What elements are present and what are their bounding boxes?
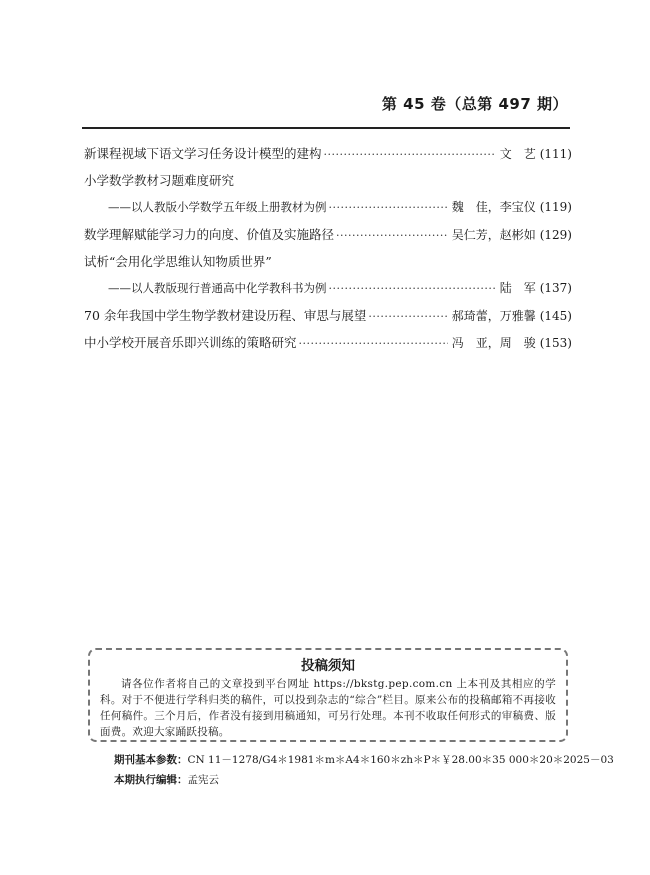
- submission-notice-box: [88, 648, 568, 742]
- toc-entry[interactable]: [84, 302, 572, 329]
- toc-author: 魏 佳，李宝仪: [451, 200, 536, 214]
- toc-subtitle: ——以人教版现行普通高中化学教科书为例: [108, 281, 327, 295]
- toc-author: 文 艺: [499, 147, 536, 161]
- table-of-contents: [84, 140, 572, 356]
- notice-body: 请各位作者将自己的文章投到平台网址 https://bkstg.pep.com.cn 上本刊及其相应的学科。对于不便进行学科归类的稿件，可以投到杂志的“综合”栏目。原来公布的投稿邮箱不再接收任何稿件。三个月后，作者没有接到用稿通知，可另行处理。本刊不收取任何形式的审稿费、版面费。欢迎大家踊跃投稿。: [100, 678, 556, 738]
- params-value: CN 11－1278/G4＊1981＊m＊A4＊160＊zh＊P＊￥28.00＊35 000＊20＊2025－03: [187, 754, 614, 766]
- toc-page: (119): [539, 200, 572, 214]
- toc-title: 70 余年我国中学生物学教材建设历程、审思与展望: [84, 308, 367, 323]
- toc-entry[interactable]: [84, 221, 572, 248]
- toc-leader-dots: [324, 141, 496, 168]
- editor-name: 孟宪云: [187, 774, 219, 786]
- journal-parameters: [114, 752, 614, 767]
- toc-entry[interactable]: [84, 248, 572, 275]
- toc-page: (145): [539, 309, 572, 323]
- toc-author: 吴仁芳，赵彬如: [451, 228, 536, 242]
- toc-entry[interactable]: [84, 140, 572, 167]
- toc-entry[interactable]: [84, 167, 572, 194]
- toc-title: 中小学校开展音乐即兴训练的策略研究: [84, 335, 297, 350]
- editor-label: 本期执行编辑：: [114, 774, 188, 786]
- toc-page: (137): [539, 281, 572, 295]
- volume-header: 第 45 卷（总第 497 期）: [381, 95, 568, 113]
- executive-editor: [114, 772, 219, 787]
- toc-title: 小学数学教材习题难度研究: [84, 173, 235, 188]
- toc-author: 冯 亚，周 骏: [451, 336, 536, 350]
- toc-leader-dots: [299, 330, 448, 357]
- toc-subtitle-entry[interactable]: [84, 275, 572, 302]
- toc-page: (153): [539, 336, 572, 350]
- toc-leader-dots: [329, 194, 448, 221]
- toc-subtitle-entry[interactable]: [84, 194, 572, 221]
- toc-author: 郝琦蕾，万雅馨: [451, 309, 536, 323]
- toc-entry[interactable]: [84, 329, 572, 356]
- toc-subtitle: ——以人教版小学数学五年级上册教材为例: [108, 200, 327, 214]
- notice-title: 投稿须知: [301, 658, 355, 674]
- toc-leader-dots: [336, 222, 448, 249]
- header-rule: [82, 127, 570, 129]
- toc-leader-dots: [368, 303, 447, 330]
- toc-author: 陆 军: [499, 281, 536, 295]
- params-label: 期刊基本参数：: [114, 754, 188, 766]
- toc-leader-dots: [329, 275, 496, 302]
- toc-title: 试析“会用化学思维认知物质世界”: [84, 254, 272, 269]
- toc-page: (111): [539, 147, 572, 161]
- toc-title: 新课程视域下语文学习任务设计模型的建构: [84, 146, 322, 161]
- toc-page: (129): [539, 228, 572, 242]
- toc-title: 数学理解赋能学习力的向度、价值及实施路径: [84, 227, 335, 242]
